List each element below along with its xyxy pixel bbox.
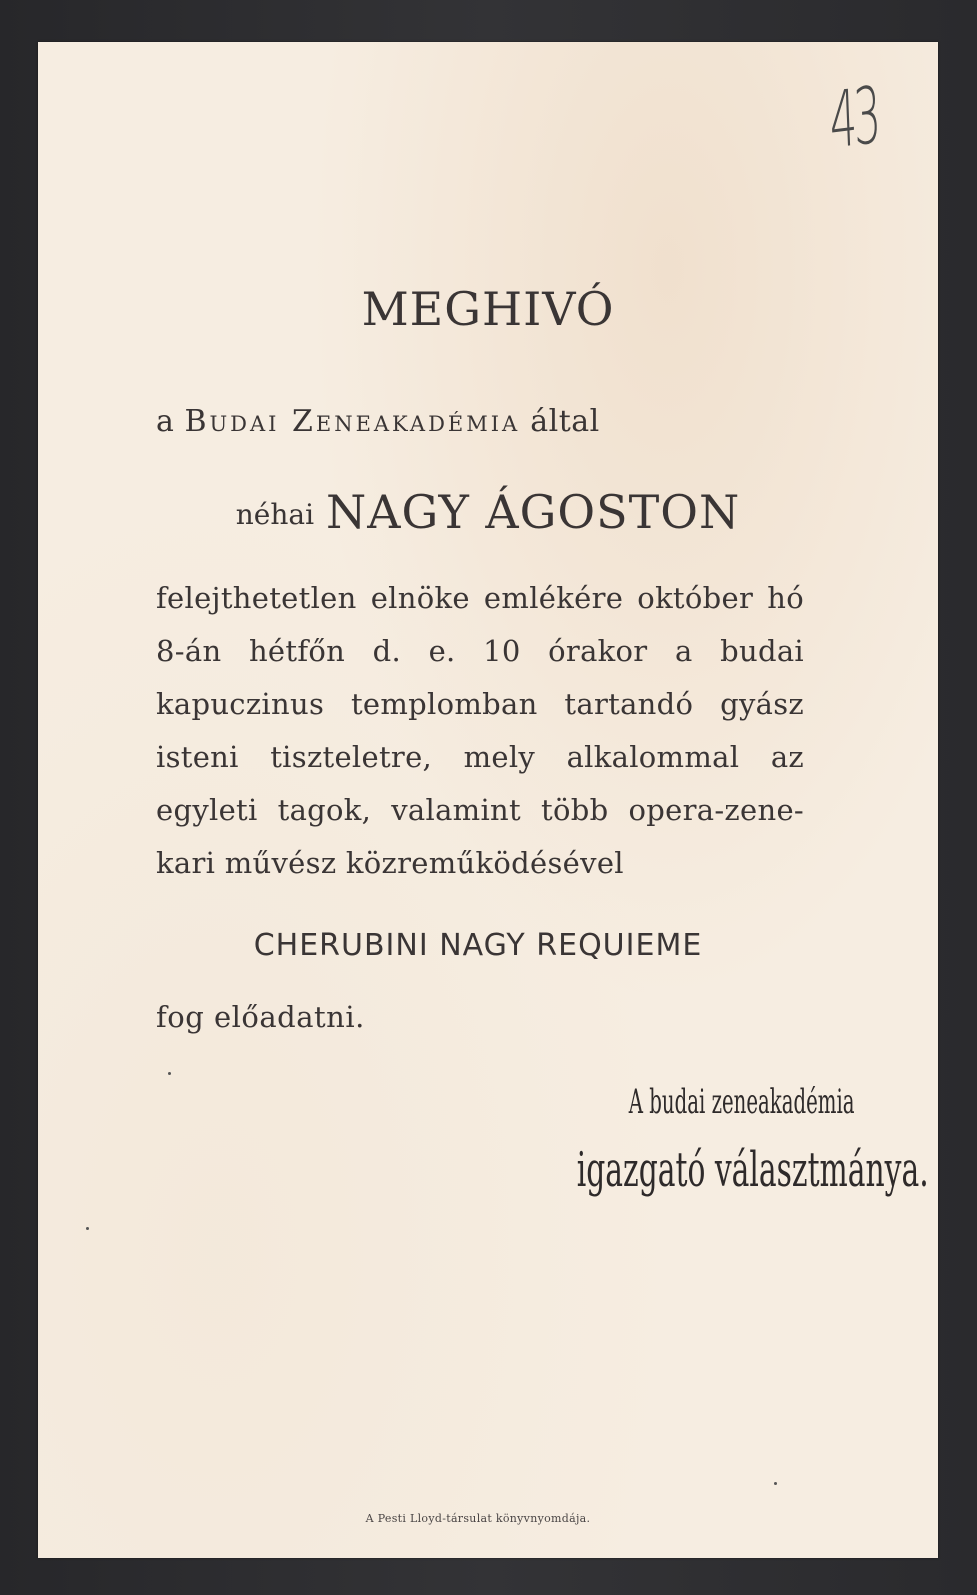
honoree-line [38, 485, 938, 539]
academy-suffix: által [530, 404, 600, 439]
honoree-prefix: néhai [235, 498, 315, 531]
invitation-card [38, 42, 938, 1558]
handwritten-page-number: 43 [828, 70, 880, 167]
academy-line [156, 404, 600, 439]
document-title: MEGHIVÓ [361, 282, 615, 336]
invitation-body: felejthetetlen elnöke emlékére október hó 8-án hétfőn d. e. 10 órakor a budai kapuczinus templomban tartandó gyász isteni tiszteletre, mely alkalommal az egyleti tagok, valamint több opera-zene-kari művész közreműködésével [156, 581, 804, 880]
honoree-name: NAGY ÁGOSTON [326, 485, 741, 539]
academy-prefix: a [156, 404, 175, 439]
printer-imprint: A Pesti Lloyd-társulat könyvnyomdája. [365, 1512, 591, 1525]
closing-line: fog előadatni. [156, 1000, 365, 1034]
signature-line-2: igazgató választmánya. [576, 1142, 929, 1198]
signature-line-1: A budai zeneakadémia [628, 1082, 855, 1122]
academy-name: Budai Zeneakadémia [184, 404, 521, 439]
musical-work: CHERUBINI NAGY REQUIEME [253, 928, 703, 963]
paper-speck [168, 1072, 171, 1075]
paper-speck [86, 1227, 89, 1230]
paper-speck [774, 1482, 777, 1485]
